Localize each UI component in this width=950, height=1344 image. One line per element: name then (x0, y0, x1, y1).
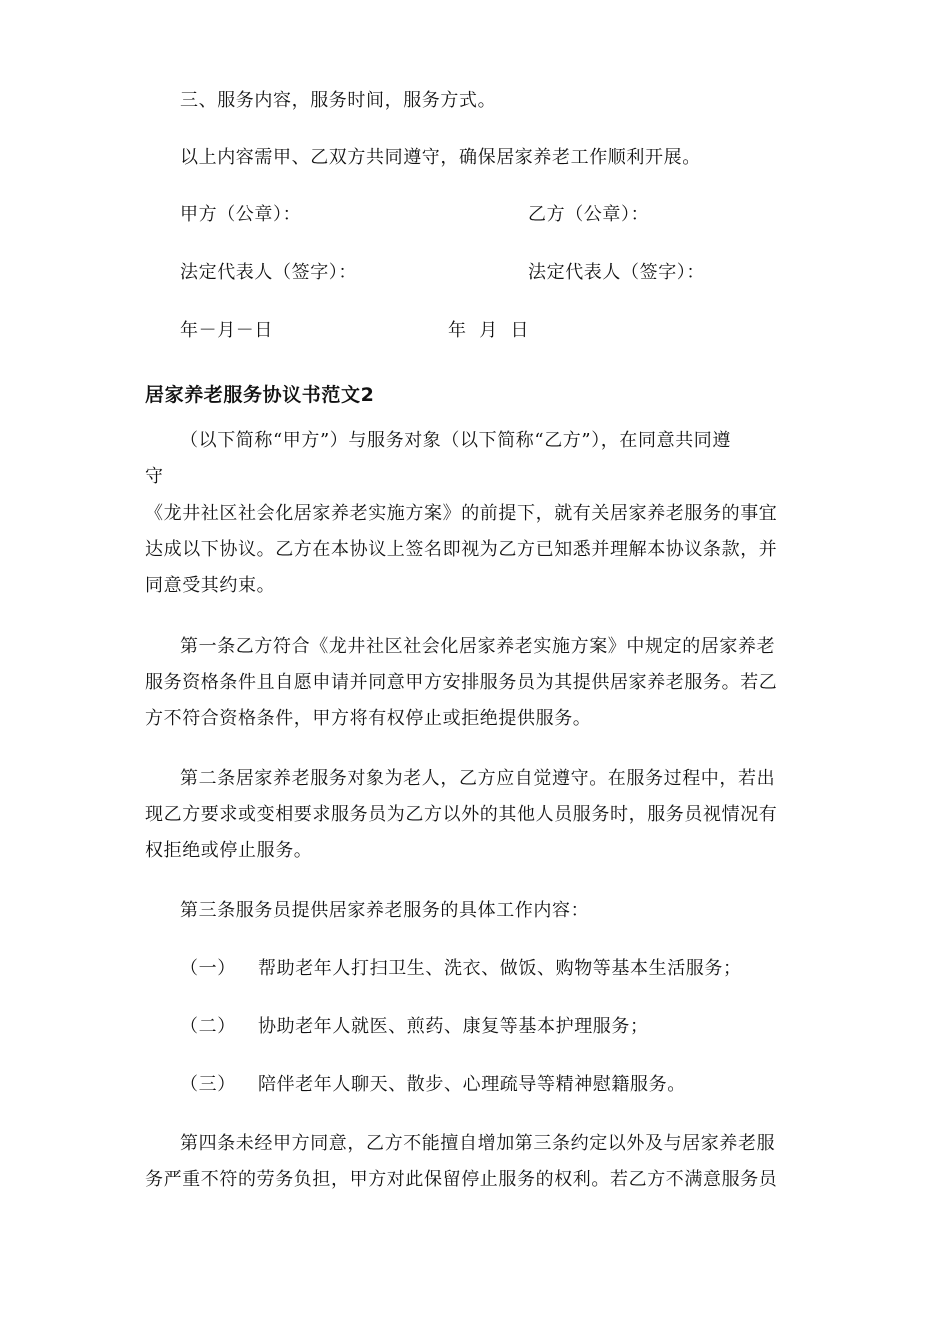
item-text: 协助老年人就医、煎药、康复等基本护理服务； (258, 1016, 649, 1037)
intro-line: （以下简称“甲方”）与服务对象（以下简称“乙方”），在同意共同遵 (180, 430, 732, 451)
article-3-heading: 第三条服务员提供居家养老服务的具体工作内容： (180, 900, 590, 921)
article-4-line: 第四条未经甲方同意，乙方不能擅自增加第三条约定以外及与居家养老服 (180, 1133, 776, 1154)
party-a-date: 年－月－日 (180, 320, 273, 341)
item-number: （二） (180, 1016, 236, 1037)
item-text: 帮助老年人打扫卫生、洗衣、做饭、购物等基本生活服务； (258, 958, 742, 979)
article-1-line: 方不符合资格条件，甲方将有权停止或拒绝提供服务。 (145, 708, 592, 729)
article-2-line: 现乙方要求或变相要求服务员为乙方以外的其他人员服务时，服务员视情况有 (145, 804, 778, 825)
article-4-line: 务严重不符的劳务负担，甲方对此保留停止服务的权利。若乙方不满意服务员 (145, 1169, 778, 1190)
party-b-seal-label: 乙方（公章）： (528, 204, 650, 225)
intro-line: 达成以下协议。乙方在本协议上签名即视为乙方已知悉并理解本协议条款，并 (145, 539, 778, 560)
party-b-date: 年 月 日 (448, 320, 530, 341)
article-1-line: 服务资格条件且自愿申请并同意甲方安排服务员为其提供居家养老服务。若乙 (145, 672, 778, 693)
item-text: 陪伴老年人聊天、散步、心理疏导等精神慰籍服务。 (258, 1074, 686, 1095)
item-number: （三） (180, 1074, 236, 1095)
party-a-seal-label: 甲方（公章）： (180, 204, 302, 225)
article-2-line: 权拒绝或停止服务。 (145, 840, 313, 861)
compliance-paragraph: 以上内容需甲、乙双方共同遵守，确保居家养老工作顺利开展。 (180, 147, 701, 168)
item-number: （一） (180, 958, 236, 979)
clause-item-3: 三、服务内容，服务时间，服务方式。 (180, 90, 497, 111)
party-b-rep-label: 法定代表人（签字）： (528, 262, 705, 283)
article-2-line: 第二条居家养老服务对象为老人，乙方应自觉遵守。在服务过程中，若出 (180, 768, 776, 789)
intro-line: 守 (145, 466, 164, 487)
party-a-rep-label: 法定代表人（签字）： (180, 262, 357, 283)
intro-line: 同意受其约束。 (145, 575, 276, 596)
section-heading: 居家养老服务协议书范文2 (145, 384, 375, 406)
article-1-line: 第一条乙方符合《龙井社区社会化居家养老实施方案》中规定的居家养老 (180, 636, 776, 657)
intro-line: 《龙井社区社会化居家养老实施方案》的前提下，就有关居家养老服务的事宜 (145, 503, 778, 524)
